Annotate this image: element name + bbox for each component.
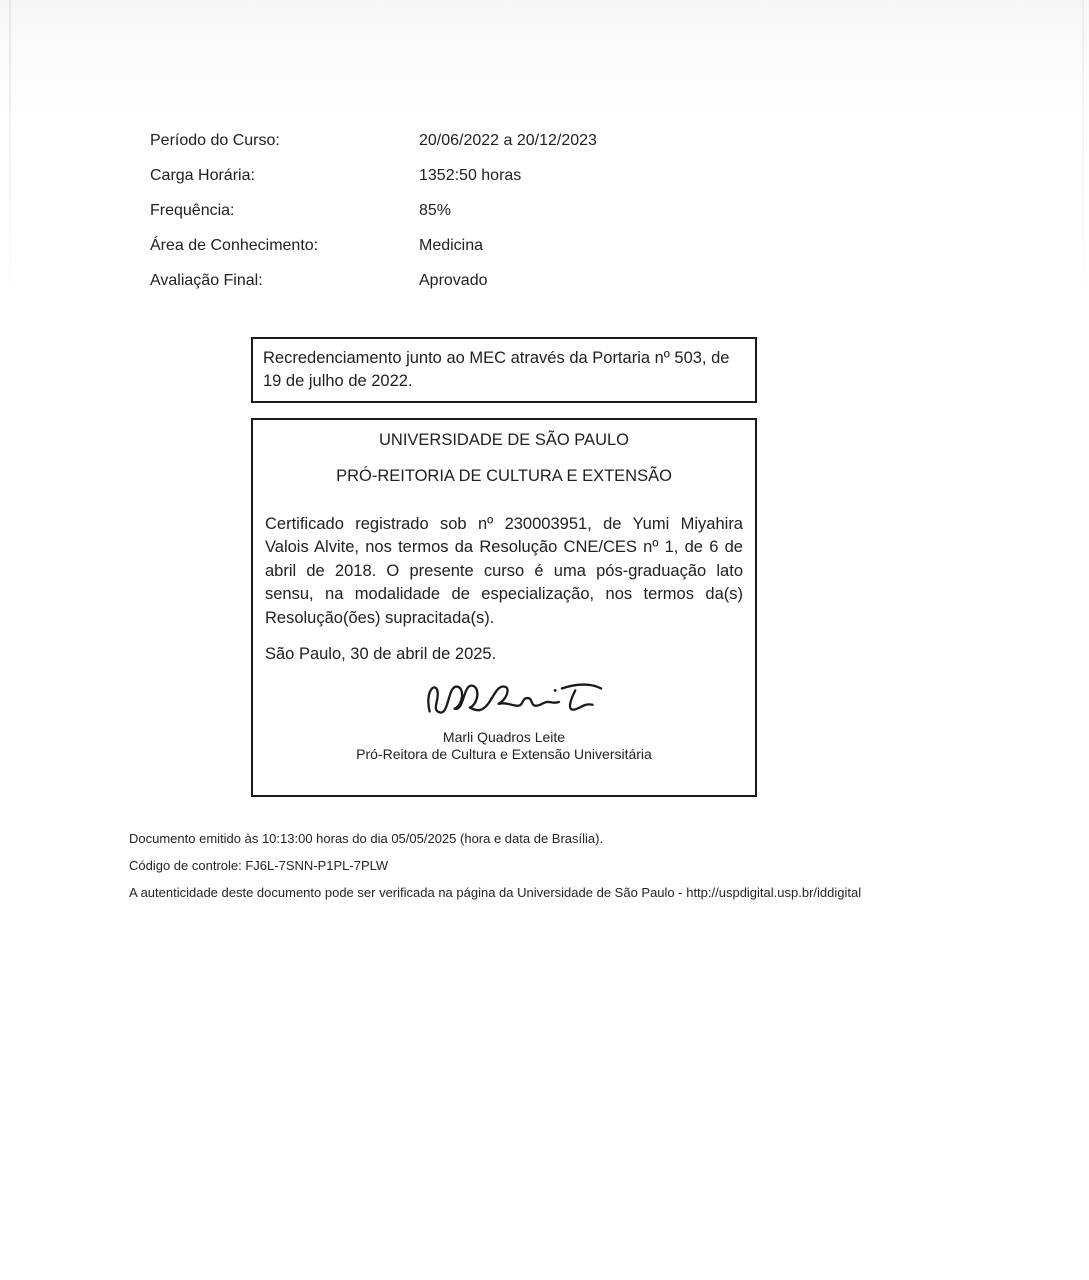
field-row-periodo bbox=[150, 131, 597, 151]
footer-verification-line: A autenticidade deste documento pode ser verificada na página da Universidade de São Paulo - http://uspdigital.usp.br/iddigital bbox=[129, 885, 862, 900]
office-name: PRÓ-REITORIA DE CULTURA E EXTENSÃO bbox=[336, 467, 672, 485]
scan-edge-right bbox=[1082, 0, 1084, 300]
accreditation-text: Recredenciamento junto ao MEC através da Portaria nº 503, de 19 de julho de 2022. bbox=[263, 349, 730, 390]
accreditation-box bbox=[251, 337, 757, 403]
document-footer bbox=[129, 831, 861, 901]
course-fields bbox=[150, 131, 597, 291]
field-label-carga-horaria: Carga Horária: bbox=[150, 167, 255, 184]
field-value-area-conhecimento: Medicina bbox=[419, 237, 484, 254]
field-label-periodo: Período do Curso: bbox=[150, 132, 280, 149]
certificate-registration-text: Certificado registrado sob nº 230003951, de Yumi Miyahira Valois Alvite, nos termos da Resolução CNE/CES nº 1, de 6 de abril de 2018. O presente curso é uma pós-graduação lato sensu, na modalidade de especialização, nos termos da(s) Resolução(ões) supracitada(s). bbox=[265, 515, 743, 627]
scan-edge-left bbox=[9, 0, 11, 300]
institution-name: UNIVERSIDADE DE SÃO PAULO bbox=[378, 431, 629, 449]
field-value-periodo: 20/06/2022 a 20/12/2023 bbox=[419, 132, 597, 149]
place-and-date: São Paulo, 30 de abril de 2025. bbox=[265, 645, 497, 664]
field-label-area-conhecimento: Área de Conhecimento: bbox=[150, 237, 319, 254]
field-value-frequencia: 85% bbox=[419, 202, 452, 219]
field-value-carga-horaria: 1352:50 horas bbox=[419, 167, 522, 184]
field-row-frequencia bbox=[150, 201, 597, 221]
signature-icon bbox=[274, 677, 752, 720]
certificate-registration-box bbox=[251, 418, 757, 797]
signer-name: Marli Quadros Leite bbox=[442, 729, 566, 746]
field-row-area-conhecimento bbox=[150, 236, 597, 256]
signer-title: Pró-Reitora de Cultura e Extensão Universitária bbox=[356, 746, 652, 763]
footer-issued-line: Documento emitido às 10:13:00 horas do dia 05/05/2025 (hora e data de Brasília). bbox=[129, 831, 604, 846]
field-label-frequencia: Frequência: bbox=[150, 202, 235, 219]
field-value-avaliacao-final: Aprovado bbox=[419, 272, 488, 289]
field-label-avaliacao-final: Avaliação Final: bbox=[150, 272, 263, 289]
field-row-carga-horaria bbox=[150, 166, 597, 186]
field-row-avaliacao-final bbox=[150, 271, 597, 291]
scan-shadow-artifact bbox=[0, 0, 1089, 118]
footer-control-code-line: Código de controle: FJ6L-7SNN-P1PL-7PLW bbox=[129, 858, 389, 873]
